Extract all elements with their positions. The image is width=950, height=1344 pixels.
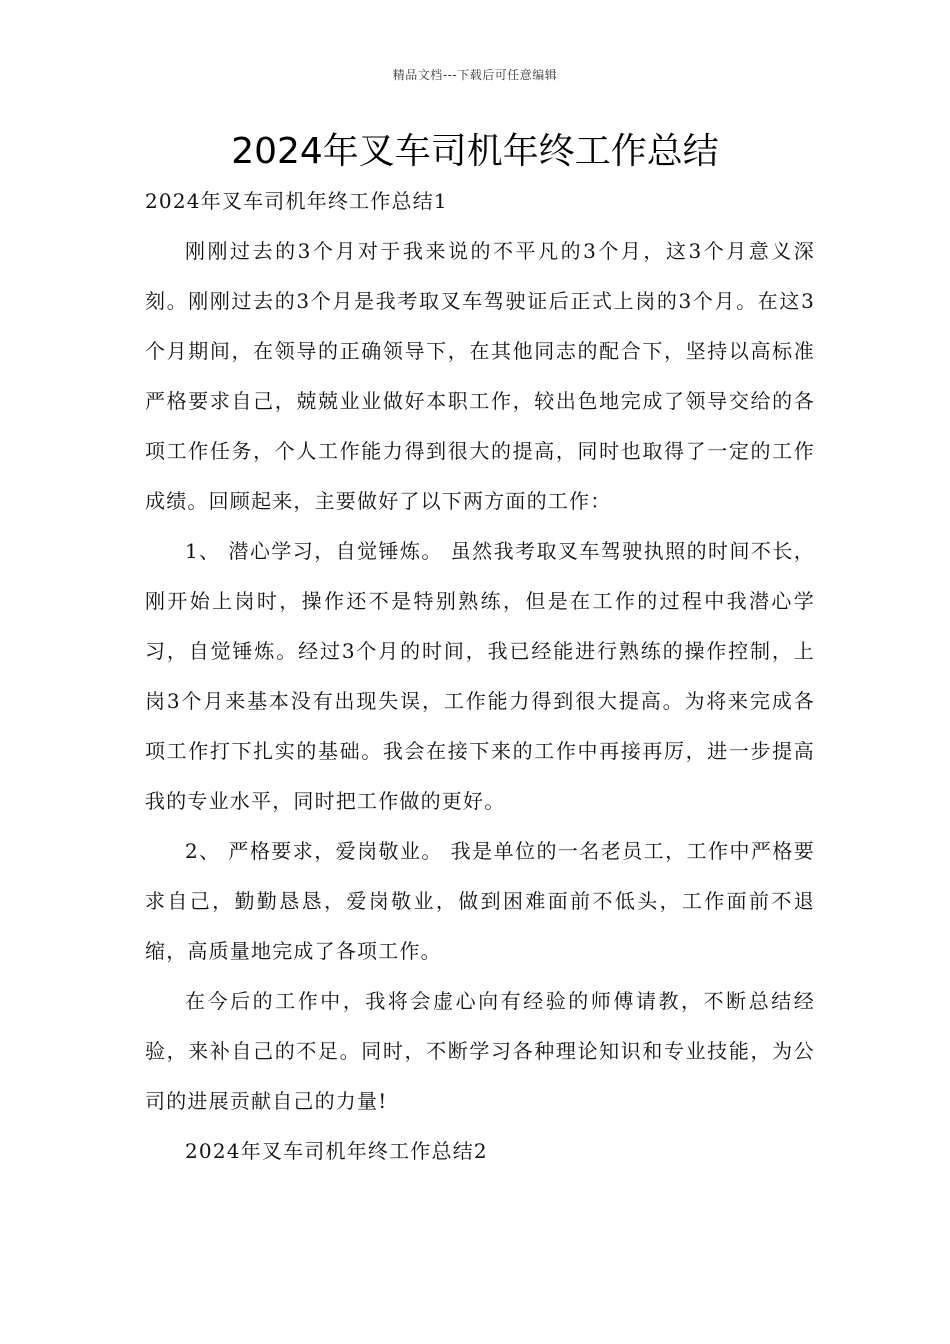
paragraph-intro: 刚刚过去的3个月对于我来说的不平凡的3个月，这3个月意义深刻。刚刚过去的3个月是我考取叉车驾驶证后正式上岗的3个月。在这3个月期间，在领导的正确领导下，在其他同志的配合下，坚持以高标准严格要求自己，兢兢业业做好本职工作，较出色地完成了领导交给的各项工作任务，个人工作能力得到很大的提高，同时也取得了一定的工作成绩。回顾起来，主要做好了以下两方面的工作： bbox=[145, 239, 815, 513]
paragraph-conclusion: 在今后的工作中，我将会虚心向有经验的师傅请教，不断总结经验，来补自己的不足。同时，不断学习各种理论知识和专业技能，为公司的进展贡献自己的力量! bbox=[145, 989, 815, 1113]
section-heading-2: 2024年叉车司机年终工作总结2 bbox=[185, 1139, 488, 1163]
paragraph-point-2: 2、 严格要求，爱岗敬业。 我是单位的一名老员工，工作中严格要求自己，勤勤恳恳，爱岗敬业，做到困难面前不低头，工作面前不退缩，高质量地完成了各项工作。 bbox=[145, 839, 815, 963]
header-note: 精品文档---下载后可任意编辑 bbox=[392, 68, 558, 82]
paragraph-point-1: 1、 潜心学习，自觉锤炼。 虽然我考取叉车驾驶执照的时间不长，刚开始上岗时，操作还不是特别熟练，但是在工作的过程中我潜心学习，自觉锤炼。经过3个月的时间，我已经能进行熟练的操作控制，上岗3个月来基本没有出现失误，工作能力得到很大提高。为将来完成各项工作打下扎实的基础。我会在接下来的工作中再接再厉，进一步提高我的专业水平，同时把工作做的更好。 bbox=[145, 539, 815, 813]
document-title: 2024年叉车司机年终工作总结 bbox=[231, 131, 719, 172]
section-heading-1: 2024年叉车司机年终工作总结1 bbox=[145, 189, 448, 213]
document-body bbox=[145, 176, 815, 1176]
